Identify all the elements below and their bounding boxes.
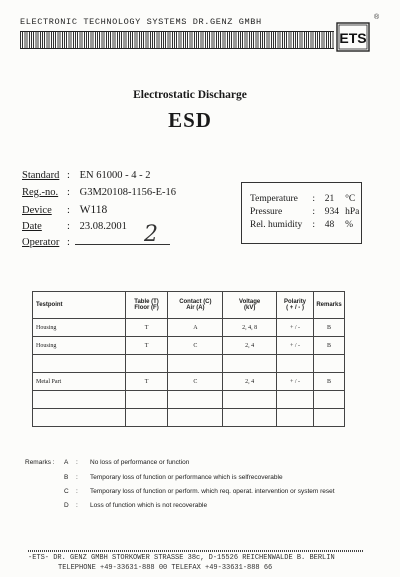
- cell-polarity: [277, 355, 314, 373]
- footer-address: -ETS- DR. GENZ GMBH STORKOWER STRASSE 38c, D-15526 REICHENWALDE B. BERLIN: [28, 554, 335, 562]
- remark-key: C: [64, 488, 69, 495]
- cell-testpoint: [33, 391, 126, 409]
- cell-polarity: [277, 391, 314, 409]
- env-unit: °C: [345, 194, 356, 204]
- remark-text: Temporary loss of function or perform. which req. operat. intervention or system reset: [90, 488, 335, 495]
- remark-item: B : Temporary loss of function or performance which is selfrecoverable: [64, 474, 283, 481]
- field-value: G3M20108-1156-E-16: [79, 187, 177, 198]
- logo-text: ETS: [339, 30, 367, 46]
- field-value: 23.08.2001: [79, 221, 127, 232]
- table-row: [33, 319, 345, 337]
- cell-testpoint: Housing: [33, 319, 126, 337]
- cell-table-floor: T: [125, 319, 168, 337]
- table-header-row: [33, 292, 345, 319]
- env-value: 934: [324, 207, 339, 217]
- remark-item: D : Loss of function which is not recoverable: [64, 502, 208, 509]
- col-contact-air: [168, 292, 223, 319]
- table-row: [33, 409, 345, 427]
- field-value: W118: [79, 204, 108, 216]
- footer-contact: TELEPHONE +49-33631-888 00 TELEFAX +49-33631-888 66: [58, 564, 273, 572]
- remark-item: C : Temporary loss of function or perform. which req. operat. intervention or system reset: [64, 488, 335, 495]
- cell-table-floor: [125, 355, 168, 373]
- cell-contact-air: [168, 355, 223, 373]
- env-pressure: Pressure : 934 hPa: [250, 207, 360, 217]
- cell-contact-air: A: [168, 319, 223, 337]
- cell-contact-air: [168, 409, 223, 427]
- env-unit: hPa: [345, 207, 360, 217]
- col-polarity-label: Polarity: [284, 299, 307, 305]
- cell-remarks: B: [313, 373, 344, 391]
- field-reg-no: Reg.-no. : G3M20108-1156-E-16: [22, 187, 177, 198]
- field-label: Device: [22, 205, 52, 216]
- field-device: Device : W118: [22, 204, 108, 216]
- cell-polarity: [277, 409, 314, 427]
- col-contact-label: Contact (C): [179, 299, 212, 305]
- cell-voltage: [223, 391, 277, 409]
- cell-voltage: [223, 409, 277, 427]
- cell-remarks: [313, 391, 344, 409]
- cell-table-floor: T: [125, 337, 168, 355]
- col-voltage-label: Voltage: [239, 299, 261, 305]
- env-temperature: Temperature : 21 °C: [250, 194, 356, 204]
- cell-table-floor: [125, 391, 168, 409]
- cell-testpoint: Metal Part: [33, 373, 126, 391]
- col-testpoint: Testpoint: [33, 292, 126, 319]
- col-table-floor: [125, 292, 168, 319]
- cell-remarks: [313, 409, 344, 427]
- cell-testpoint: Housing: [33, 337, 126, 355]
- document-subtitle: Electrostatic Discharge: [133, 89, 247, 101]
- cell-polarity: + / -: [277, 373, 314, 391]
- operator-signature: 2: [144, 222, 158, 247]
- document-title: ESD: [168, 108, 212, 132]
- cell-testpoint: [33, 409, 126, 427]
- environment-box: [241, 182, 362, 244]
- cell-voltage: 2, 4, 8: [223, 319, 277, 337]
- cell-voltage: [223, 355, 277, 373]
- header-rule: [20, 31, 334, 49]
- remark-key: A: [64, 459, 69, 466]
- registered-mark: ®: [374, 14, 380, 21]
- env-unit: %: [345, 220, 354, 230]
- cell-contact-air: C: [168, 373, 223, 391]
- col-polarity: [277, 292, 314, 319]
- env-label: Pressure: [250, 207, 283, 217]
- table-row: [33, 373, 345, 391]
- field-value: EN 61000 - 4 - 2: [79, 170, 151, 181]
- cell-table-floor: T: [125, 373, 168, 391]
- field-label: Standard: [22, 170, 60, 181]
- cell-voltage: 2, 4: [223, 373, 277, 391]
- cell-remarks: B: [313, 337, 344, 355]
- remark-key: D: [64, 502, 69, 509]
- col-table-label: Table (T): [134, 299, 159, 305]
- field-label: Date: [22, 221, 42, 232]
- remark-key: B: [64, 474, 69, 481]
- cell-contact-air: [168, 391, 223, 409]
- field-label: Operator: [22, 237, 60, 248]
- table-row: [33, 391, 345, 409]
- field-operator: Operator :: [22, 237, 70, 248]
- table-row: [33, 355, 345, 373]
- field-standard: Standard : EN 61000 - 4 - 2: [22, 170, 151, 181]
- field-date: Date : 23.08.2001: [22, 221, 127, 232]
- cell-testpoint: [33, 355, 126, 373]
- company-name: ELECTRONIC TECHNOLOGY SYSTEMS DR.GENZ GMBH: [20, 17, 262, 27]
- remarks-label: Remarks :: [25, 459, 55, 466]
- footer-rule: [28, 550, 363, 552]
- env-label: Temperature: [250, 194, 298, 204]
- col-polarity-sign: ( + / - ): [286, 305, 304, 311]
- col-floor-label: Floor (F): [134, 305, 159, 311]
- env-label: Rel. humidity: [250, 220, 303, 230]
- remark-text: Loss of function which is not recoverable: [90, 502, 208, 509]
- remark-text: Temporary loss of function or performance which is selfrecoverable: [90, 474, 283, 481]
- remark-item: A : No loss of performance or function: [64, 459, 190, 466]
- test-table: [32, 291, 345, 427]
- col-voltage-unit: (kV): [244, 305, 256, 311]
- env-value: 21: [324, 194, 335, 204]
- cell-polarity: + / -: [277, 337, 314, 355]
- cell-remarks: [313, 355, 344, 373]
- cell-remarks: B: [313, 319, 344, 337]
- remark-text: No loss of performance or function: [90, 459, 190, 466]
- col-voltage: [223, 292, 277, 319]
- cell-polarity: + / -: [277, 319, 314, 337]
- col-remarks: Remarks: [313, 292, 344, 319]
- cell-contact-air: C: [168, 337, 223, 355]
- field-label: Reg.-no.: [22, 187, 59, 198]
- ets-logo: [336, 22, 370, 52]
- table-row: [33, 337, 345, 355]
- env-humidity: Rel. humidity : 48 %: [250, 220, 354, 230]
- env-value: 48: [324, 220, 335, 230]
- col-air-label: Air (A): [186, 305, 205, 311]
- cell-voltage: 2, 4: [223, 337, 277, 355]
- cell-table-floor: [125, 409, 168, 427]
